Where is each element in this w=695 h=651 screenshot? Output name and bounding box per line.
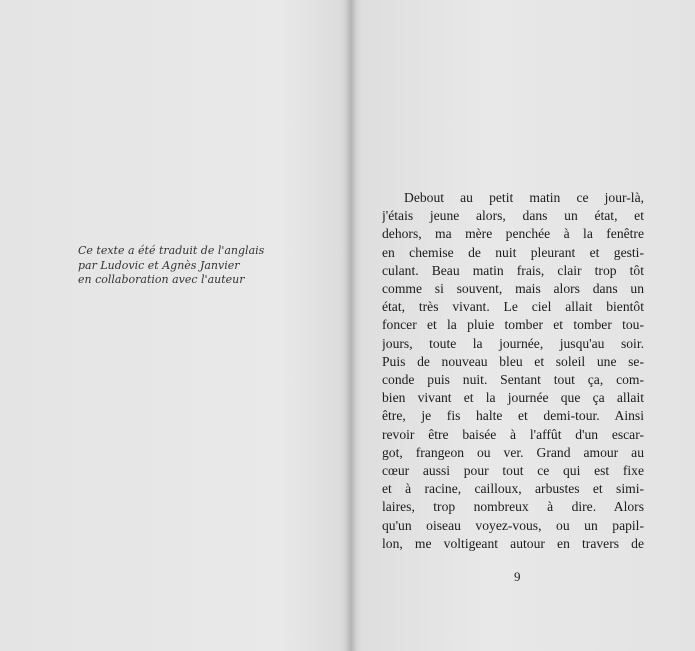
text-line: bien vivant et la journée que ça allait	[382, 390, 644, 406]
text-line: revoir être baisée à l'affût d'un escar-	[382, 426, 644, 442]
credit-line: par Ludovic et Agnès Janvier	[78, 258, 240, 272]
text-line: culant. Beau matin frais, clair trop tôt	[382, 262, 644, 278]
text-line: état, très vivant. Le ciel allait bientôt	[382, 299, 644, 315]
text-line: conde puis nuit. Sentant tout ça, com-	[382, 372, 644, 388]
text-line: qu'un oiseau voyez-vous, ou un papil-	[382, 517, 644, 533]
text-line: laires, trop nombreux à dire. Alors	[382, 499, 644, 515]
text-line: être, je fis halte et demi-tour. Ainsi	[382, 408, 644, 424]
translation-credit	[78, 244, 288, 288]
text-line: dehors, ma mère penchée à la fenêtre	[382, 226, 644, 242]
credit-line: en collaboration avec l'auteur	[78, 273, 245, 286]
text-line: en chemise de nuit pleurant et gesti-	[382, 244, 644, 260]
text-line: got, frangeon ou ver. Grand amour au	[382, 444, 644, 460]
body-text	[382, 189, 644, 553]
text-line: jours, toute la journée, jusqu'au soir.	[382, 335, 644, 351]
text-line: comme si souvent, mais alors dans un	[382, 281, 644, 297]
text-line: j'étais jeune alors, dans un état, et	[382, 208, 644, 224]
credit-line: Ce texte a été traduit de l'anglais	[78, 244, 265, 257]
text-line: lon, me voltigeant autour en travers de	[382, 535, 644, 551]
text-line: foncer et la pluie tomber et tomber tou-	[382, 317, 644, 333]
right-page	[352, 0, 695, 651]
text-line: cœur aussi pour tout ce qui est fixe	[382, 463, 644, 479]
text-line: et à racine, cailloux, arbustes et simi-	[382, 481, 644, 497]
text-line: Debout au petit matin ce jour-là,	[404, 190, 644, 205]
text-line: Puis de nouveau bleu et soleil une se-	[382, 353, 644, 369]
page-number: 9	[514, 569, 521, 584]
